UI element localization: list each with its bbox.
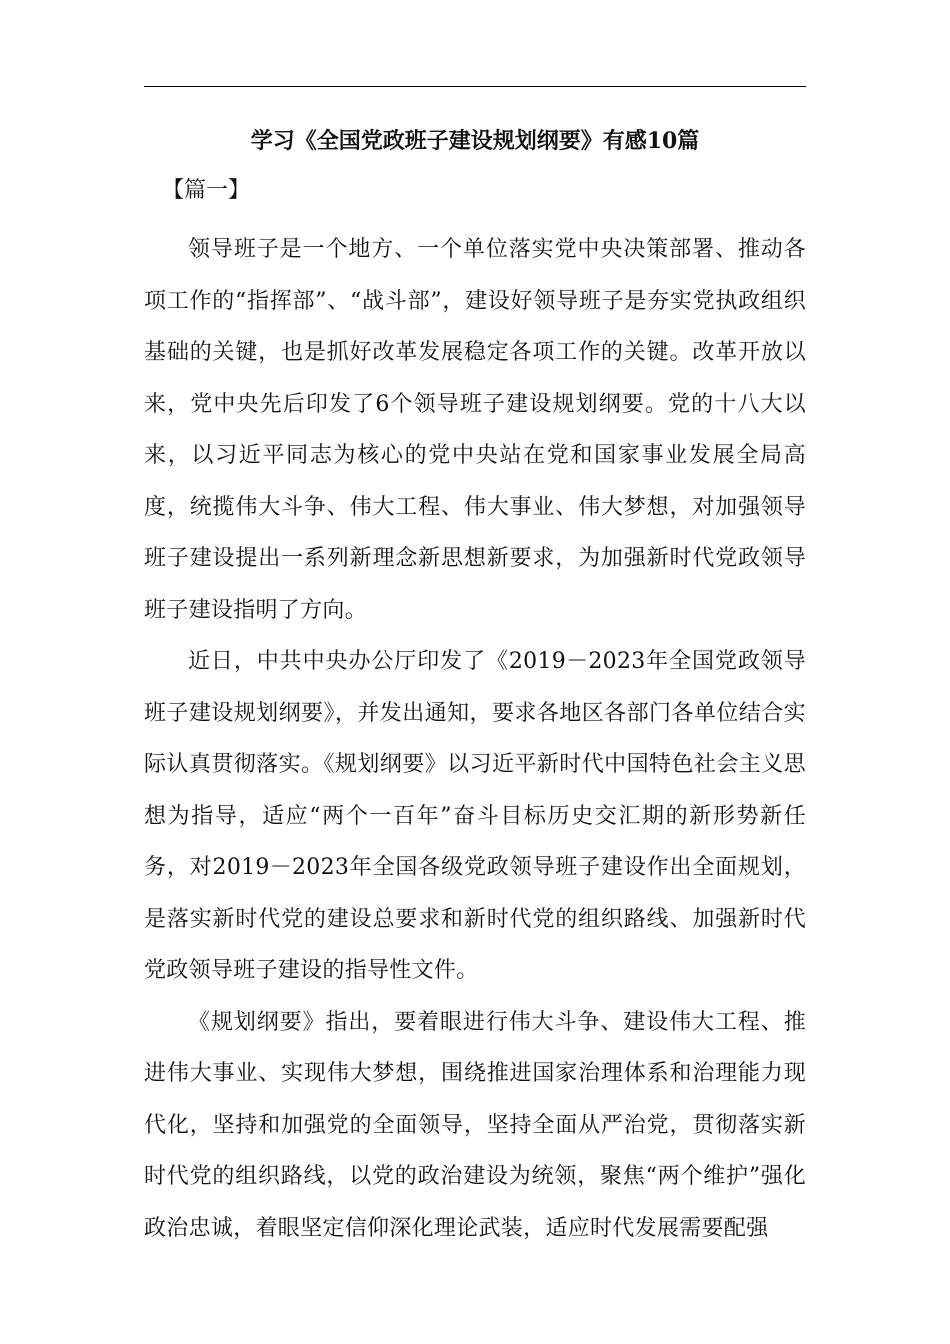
header-rule — [144, 86, 806, 87]
paragraph-1: 领导班子是一个地方、一个单位落实党中央决策部署、推动各项工作的“指挥部”、“战斗部”，建设好领导班子是夯实党执政组织基础的关键，也是抓好改革发展稳定各项工作的关键。改革开放以来，党中央先后印发了6个领导班子建设规划纲要。党的十八大以来，以习近平同志为核心的党中央站在党和国家事业发展全局高度，统揽伟大斗争、伟大工程、伟大事业、伟大梦想，对加强领导班子建设提出一系列新理念新思想新要求，为加强新时代党政领导班子建设指明了方向。 — [144, 237, 806, 623]
paragraph-3: 《规划纲要》指出，要着眼进行伟大斗争、建设伟大工程、推进伟大事业、实现伟大梦想，围绕推进国家治理体系和治理能力现代化，坚持和加强党的全面领导，坚持全面从严治党，贯彻落实新时代党的组织路线，以党的政治建设为统领，聚焦“两个维护”强化政治忠诚，着眼坚定信仰深化理论武装，适应时代发展需要配强 — [144, 1009, 806, 1241]
paragraph-2: 近日，中共中央办公厅印发了《2019－2023年全国党政领导班子建设规划纲要》，并发出通知，要求各地区各部门各单位结合实际认真贯彻落实。《规划纲要》以习近平新时代中国特色社会主义思想为指导，适应“两个一百年”奋斗目标历史交汇期的新形势新任务，对2019－2023年全国各级党政领导班子建设作出全面规划，是落实新时代党的建设总要求和新时代党的组织路线、加强新时代党政领导班子建设的指导性文件。 — [144, 649, 806, 983]
document-body — [144, 224, 806, 1254]
section-label: 【篇一】 — [162, 178, 251, 203]
document-title: 学习《全国党政班子建设规划纲要》有感10篇 — [250, 128, 700, 154]
